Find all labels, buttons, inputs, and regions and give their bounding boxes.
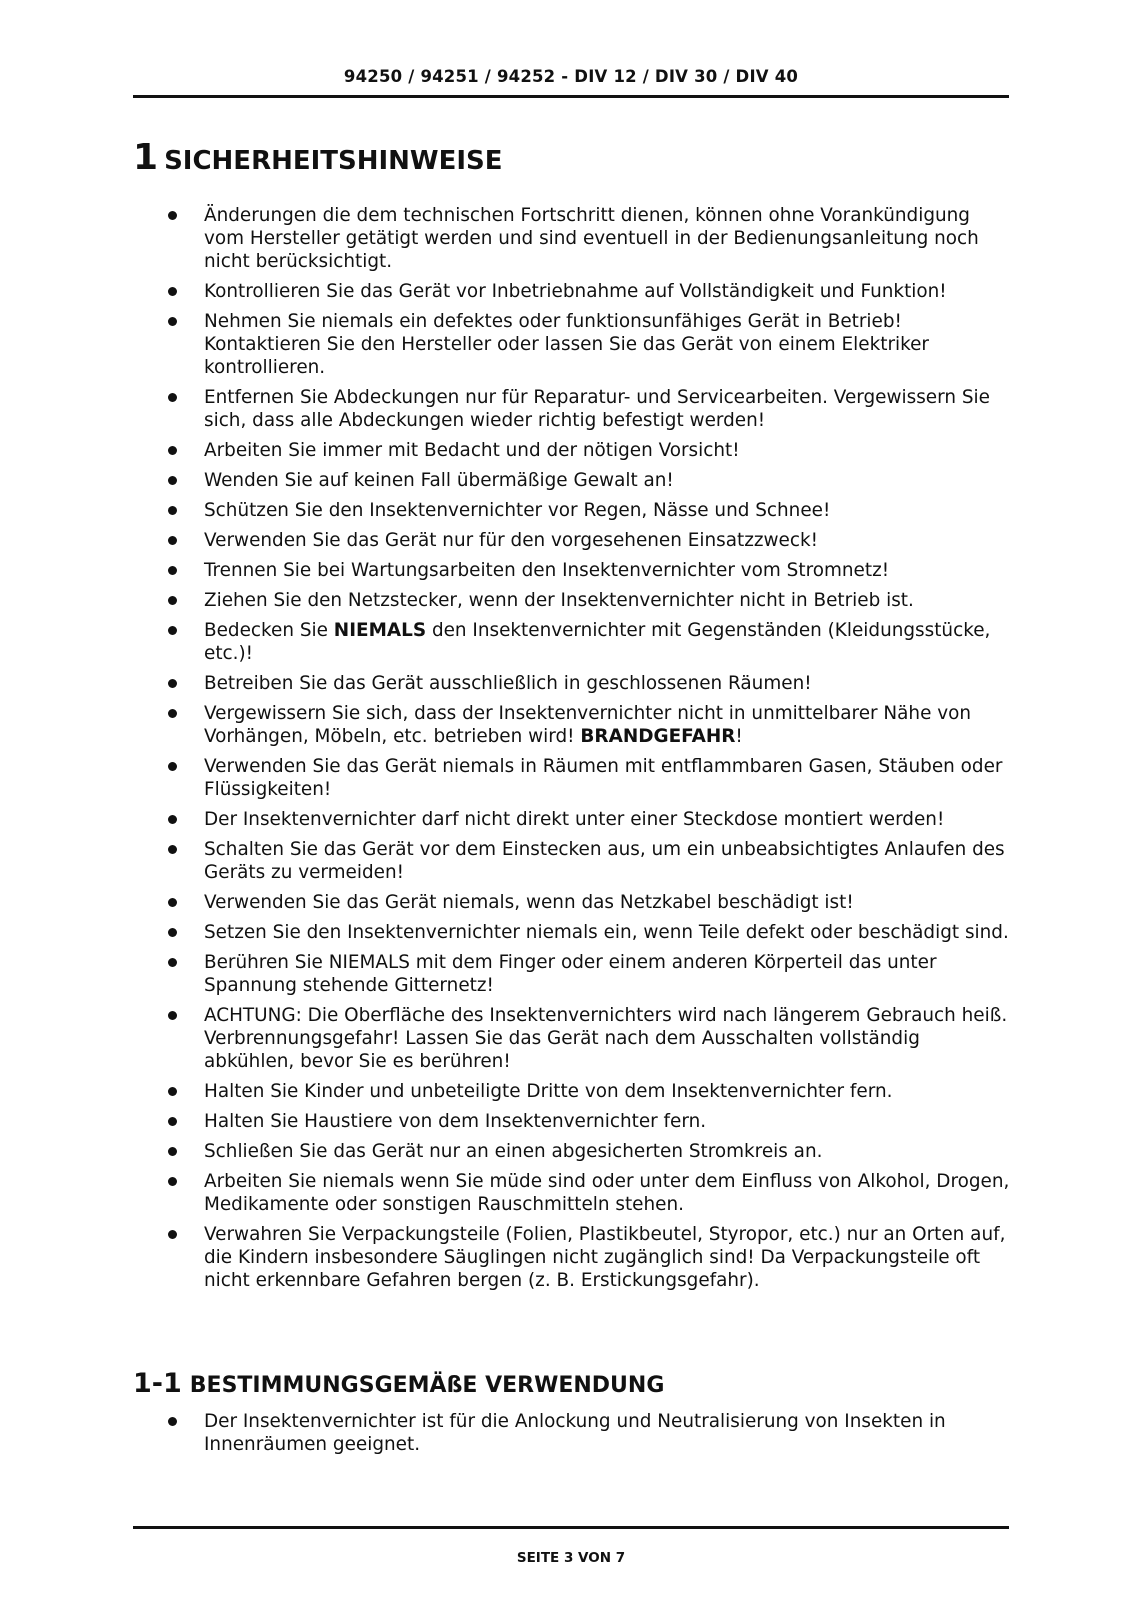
section-number: 1 bbox=[133, 137, 159, 178]
bullet-icon bbox=[168, 393, 177, 402]
bullet-icon bbox=[168, 709, 177, 718]
section-title: BESTIMMUNGSGEMÄßE VERWENDUNG bbox=[189, 1373, 665, 1398]
list-item bbox=[160, 1110, 1010, 1133]
bullet-icon bbox=[168, 928, 177, 937]
list-item-text: Schließen Sie das Gerät nur an einen abgesicherten Stromkreis an. bbox=[204, 1141, 823, 1162]
bullet-icon bbox=[168, 1417, 177, 1426]
list-item bbox=[160, 386, 1010, 432]
bullet-icon bbox=[168, 317, 177, 326]
list-item-text: Nehmen Sie niemals ein defektes oder funktionsunfähiges Gerät in Betrieb! Kontaktieren Sie den Hersteller oder lassen Sie das Gerät von einem Elektriker kontrollieren. bbox=[204, 311, 929, 378]
bullet-icon bbox=[168, 898, 177, 907]
list-item bbox=[160, 1223, 1010, 1292]
list-item-text: Entfernen Sie Abdeckungen nur für Reparatur- und Servicearbeiten. Vergewissern Sie sich, dass alle Abdeckungen wieder richtig befestigt werden! bbox=[204, 387, 990, 431]
list-item bbox=[160, 499, 1010, 522]
list-item-text: Vergewissern Sie sich, dass der Insektenvernichter nicht in unmittelbarer Nähe von Vorhängen, Möbeln, etc. betrieben wird! bbox=[204, 703, 972, 747]
list-item-text: ACHTUNG: Die Oberfläche des Insektenvernichters wird nach längerem Gebrauch heiß. Verbrennungsgefahr! Lassen Sie das Gerät nach dem Ausschalten vollständig abkühlen, bevor Sie es berühren! bbox=[204, 1005, 1008, 1072]
bullet-icon bbox=[168, 1177, 177, 1186]
list-item-text: Verwenden Sie das Gerät nur für den vorgesehenen Einsatzzweck! bbox=[204, 530, 818, 551]
list-item bbox=[160, 891, 1010, 914]
list-item bbox=[160, 1170, 1010, 1216]
list-item-text: Arbeiten Sie niemals wenn Sie müde sind oder unter dem Einfluss von Alkohol, Drogen, Medikamente oder sonstigen Rauschmitteln stehen. bbox=[204, 1171, 1010, 1215]
bullet-icon bbox=[168, 1230, 177, 1239]
bullet-icon bbox=[168, 287, 177, 296]
list-item-text: Ziehen Sie den Netzstecker, wenn der Insektenvernichter nicht in Betrieb ist. bbox=[204, 590, 914, 611]
bullet-icon bbox=[168, 1147, 177, 1156]
list-item bbox=[160, 1004, 1010, 1073]
list-item-text: ! bbox=[735, 726, 743, 747]
emphasis-text: NIEMALS bbox=[333, 620, 427, 641]
list-item bbox=[160, 589, 1010, 612]
bullet-icon bbox=[168, 566, 177, 575]
emphasis-text: BRANDGEFAHR bbox=[580, 726, 736, 747]
bullet-icon bbox=[168, 536, 177, 545]
list-item bbox=[160, 921, 1010, 944]
list-item-text: Verwenden Sie das Gerät niemals, wenn das Netzkabel beschädigt ist! bbox=[204, 892, 854, 913]
list-item-text: den Insektenvernichter mit Gegenständen (Kleidungsstücke, etc.)! bbox=[204, 620, 991, 664]
list-item-text: Bedecken Sie bbox=[204, 620, 334, 641]
list-item bbox=[160, 529, 1010, 552]
list-item-text: Kontrollieren Sie das Gerät vor Inbetriebnahme auf Vollständigkeit und Funktion! bbox=[204, 281, 947, 302]
list-item bbox=[160, 951, 1010, 997]
bullet-icon bbox=[168, 506, 177, 515]
list-item-text: Der Insektenvernichter darf nicht direkt unter einer Steckdose montiert werden! bbox=[204, 809, 945, 830]
list-item bbox=[160, 469, 1010, 492]
list-item bbox=[160, 204, 1010, 273]
bullet-icon bbox=[168, 958, 177, 967]
bullet-icon bbox=[168, 815, 177, 824]
page-footer: SEITE 3 VON 7 bbox=[516, 1550, 626, 1566]
bullet-icon bbox=[168, 476, 177, 485]
list-item-text: Berühren Sie NIEMALS mit dem Finger oder einem anderen Körperteil das unter Spannung stehende Gitternetz! bbox=[204, 952, 937, 996]
list-item-text: Halten Sie Kinder und unbeteiligte Dritte von dem Insektenvernichter fern. bbox=[204, 1081, 893, 1102]
bullet-icon bbox=[168, 845, 177, 854]
list-item-text: Verwahren Sie Verpackungsteile (Folien, Plastikbeutel, Styropor, etc.) nur an Orten auf, die Kindern insbesondere Säuglingen nicht zugänglich sind! Da Verpackungsteile oft nicht erkennbare Gefahren bergen (z. B. Erstickungsgefahr). bbox=[204, 1224, 1006, 1291]
bullet-icon bbox=[168, 596, 177, 605]
list-item bbox=[160, 672, 1010, 695]
list-item-text: Trennen Sie bei Wartungsarbeiten den Insektenvernichter vom Stromnetz! bbox=[204, 560, 890, 581]
footer-divider bbox=[133, 1526, 1009, 1529]
list-item bbox=[160, 310, 1010, 379]
list-item bbox=[160, 619, 1010, 665]
bullet-icon bbox=[168, 679, 177, 688]
bullet-icon bbox=[168, 1117, 177, 1126]
list-item-text: Wenden Sie auf keinen Fall übermäßige Gewalt an! bbox=[204, 470, 674, 491]
list-item bbox=[160, 280, 1010, 303]
list-item bbox=[160, 1140, 1010, 1163]
bullet-icon bbox=[168, 1087, 177, 1096]
list-item bbox=[160, 1410, 1010, 1456]
list-item bbox=[160, 559, 1010, 582]
section-title: SICHERHEITSHINWEISE bbox=[164, 146, 503, 176]
list-item bbox=[160, 808, 1010, 831]
list-item-text: Setzen Sie den Insektenvernichter niemals ein, wenn Teile defekt oder beschädigt sind. bbox=[204, 922, 1009, 943]
section-heading-safety bbox=[133, 137, 503, 178]
list-item-text: Arbeiten Sie immer mit Bedacht und der nötigen Vorsicht! bbox=[204, 440, 740, 461]
list-item-text: Der Insektenvernichter ist für die Anlockung und Neutralisierung von Insekten in Innenräumen geeignet. bbox=[204, 1411, 946, 1455]
list-item-text: Schützen Sie den Insektenvernichter vor Regen, Nässe und Schnee! bbox=[204, 500, 831, 521]
bullet-icon bbox=[168, 211, 177, 220]
page-header: 94250 / 94251 / 94252 - DIV 12 / DIV 30 / DIV 40 bbox=[343, 67, 799, 86]
list-item-text: Schalten Sie das Gerät vor dem Einstecken aus, um ein unbeabsichtigtes Anlaufen des Geräts zu vermeiden! bbox=[204, 839, 1005, 883]
list-item-text: Verwenden Sie das Gerät niemals in Räumen mit entflammbaren Gasen, Stäuben oder Flüssigkeiten! bbox=[204, 756, 1003, 800]
safety-list bbox=[160, 204, 1010, 1299]
header-divider bbox=[133, 95, 1009, 98]
section-number: 1-1 bbox=[133, 1368, 182, 1399]
section-heading-intended-use bbox=[133, 1362, 664, 1400]
list-item-text: Änderungen die dem technischen Fortschritt dienen, können ohne Vorankündigung vom Hersteller getätigt werden und sind eventuell in der Bedienungsanleitung noch nicht berücksichtigt. bbox=[204, 205, 979, 272]
list-item bbox=[160, 439, 1010, 462]
list-item-text: Halten Sie Haustiere von dem Insektenvernichter fern. bbox=[204, 1111, 707, 1132]
bullet-icon bbox=[168, 762, 177, 771]
list-item bbox=[160, 1080, 1010, 1103]
bullet-icon bbox=[168, 626, 177, 635]
list-item-text: Betreiben Sie das Gerät ausschließlich in geschlossenen Räumen! bbox=[204, 673, 812, 694]
intended-use-list bbox=[160, 1410, 1010, 1463]
list-item bbox=[160, 755, 1010, 801]
bullet-icon bbox=[168, 446, 177, 455]
bullet-icon bbox=[168, 1011, 177, 1020]
list-item bbox=[160, 702, 1010, 748]
list-item bbox=[160, 838, 1010, 884]
